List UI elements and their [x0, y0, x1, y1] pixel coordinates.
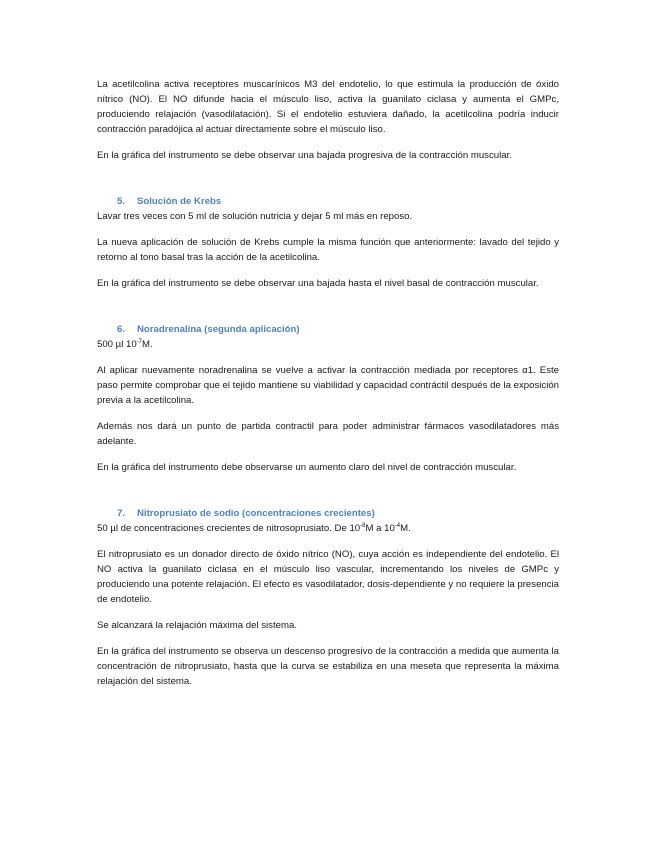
intro-paragraph-1: La acetilcolina activa receptores muscarínicos M3 del endotelio, lo que estimula la producción de óxido nítrico (NO). El NO difunde hacia el músculo liso, activa la guanilato ciclasa y aumenta el GMPc, produciendo relajación (vasodilatación). Si el endotelio estuviera dañado, la acetilcolina podría inducir contracción paradójica al actuar directamente sobre el músculo liso.: [97, 79, 559, 135]
section-5-paragraph-2: En la gráfica del instrumento se debe observar una bajada hasta el nivel basal de contracción muscular.: [97, 278, 539, 289]
section-7-dose-a: 50 µl de concentraciones crecientes de nitrosoprusiato. De 10: [97, 523, 361, 534]
section-5-subtitle: Lavar tres veces con 5 ml de solución nutricia y dejar 5 ml más en reposo.: [97, 211, 413, 222]
section-7-paragraph-3: En la gráfica del instrumento se observa un descenso progresivo de la contracción a medida que aumenta la concentración de nitroprusiato, hasta que la curva se estabiliza en una meseta que representa la máxima relajación del sistema.: [97, 646, 559, 687]
section-7-paragraph-2: Se alcanzará la relajación máxima del sistema.: [97, 620, 297, 631]
section-7-paragraph-1: El nitroprusiato es un donador directo de óxido nítrico (NO), cuya acción es independiente del endotelio. El NO activa la guanilato ciclasa en el músculo liso vascular, incrementando los niveles de GMPc y produciendo una potente relajación. El efecto es vasodilatador, dosis-dependiente y no requiere la presencia de endotelio.: [97, 549, 559, 605]
section-6-paragraph-2: Además nos dará un punto de partida contractil para poder administrar fármacos vasodilatadores más adelante.: [97, 421, 559, 447]
document-page: [97, 77, 559, 700]
section-7-exponent-1: -8: [360, 522, 366, 529]
section-5-number: 5.: [117, 196, 126, 207]
section-7-number: 7.: [117, 508, 126, 519]
section-6-title: Noradrenalina (segunda aplicación): [137, 324, 300, 335]
section-6-dose: 500 µl 10: [97, 339, 137, 350]
section-5-heading: [97, 194, 559, 209]
section-6-paragraph-1: Al aplicar nuevamente noradrenalina se vuelve a activar la contracción mediada por receptores α1. Este paso permite comprobar que el tejido mantiene su viabilidad y capacidad contráctil después de la exposición previa a la acetilcolina.: [97, 365, 559, 406]
section-7-dose-b: M a 10: [365, 523, 395, 534]
section-6-heading: [97, 322, 559, 337]
section-5-title: Solución de Krebs: [137, 196, 222, 207]
intro-paragraph-2: En la gráfica del instrumento se debe observar una bajada progresiva de la contracción muscular.: [97, 150, 512, 161]
section-7-heading: [97, 506, 559, 521]
section-6-unit: M.: [142, 339, 153, 350]
section-6-exponent: -7: [136, 338, 143, 345]
section-7-exponent-2: -4: [394, 522, 401, 529]
section-6-number: 6.: [117, 324, 126, 335]
section-6-paragraph-3: En la gráfica del instrumento debe observarse un aumento claro del nivel de contracción muscular.: [97, 462, 517, 473]
section-6-subtitle: [97, 337, 559, 352]
section-7-subtitle: [97, 521, 559, 536]
section-7-dose-c: M.: [400, 523, 411, 534]
section-7-title: Nitroprusiato de sodio (concentraciones crecientes): [137, 508, 375, 519]
section-5-paragraph-1: La nueva aplicación de solución de Krebs cumple la misma función que anteriormente: lavado del tejido y retorno al tono basal tras la acción de la acetilcolina.: [97, 237, 559, 263]
